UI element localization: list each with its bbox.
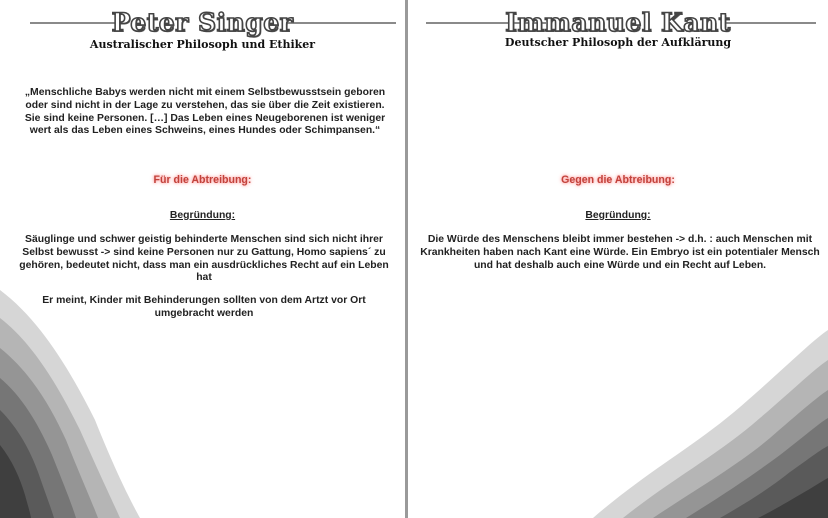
right-title-row (408, 8, 828, 38)
stance-heading (0, 174, 405, 186)
reason-heading: Begründung: (585, 210, 651, 221)
philosopher-subtitle: Australischer Philosoph und Ethiker (89, 38, 316, 51)
stance-label: Gegen die Abtreibung: (561, 174, 675, 186)
right-panel (408, 0, 828, 518)
reason-paragraph: Die Würde des Menschens bleibt immer bestehen -> d.h. : auch Menschen mit Krankheiten haben nach Kant eine Würde. Ein Embryo ist ein potentialer Mensch und hat deshalb auch eine Würde und ein Recht auf Leben. (420, 234, 820, 271)
reason-paragraph: Säuglinge und schwer geistig behinderte Menschen sind sich nicht ihrer Selbst bewusst -> sind keine Personen nur zu Gattung, Homo sapiens´ zu gehören, bedeutet nicht, dass man ein ausdrückliches Recht auf ein Leben hat (19, 234, 389, 284)
reason-paragraph-2: Er meint, Kinder mit Behinderungen sollten von dem Artzt vor Ort umgebracht werden (42, 295, 366, 319)
stance-label: Für die Abtreibung: (153, 174, 252, 186)
philosopher-name: Peter Singer (111, 8, 294, 37)
reason-heading: Begründung: (169, 210, 236, 221)
left-title-row (0, 8, 405, 38)
philosopher-name: Immanuel Kant (505, 8, 731, 37)
left-panel (0, 0, 405, 518)
stance-heading (408, 174, 828, 186)
quote-text: „Menschliche Babys werden nicht mit einem Selbstbewusstsein geboren oder sind nicht in der Lage zu verstehen, das sie über die Zeit existieren. Sie sind keine Personen. […] Das Leben eines Neugeborenen ist weniger wert als das Leben eines Schweins, eines Hundes oder Schimpansen.“ (24, 87, 386, 137)
philosopher-subtitle: Deutscher Philosoph der Aufklärung (504, 36, 732, 49)
